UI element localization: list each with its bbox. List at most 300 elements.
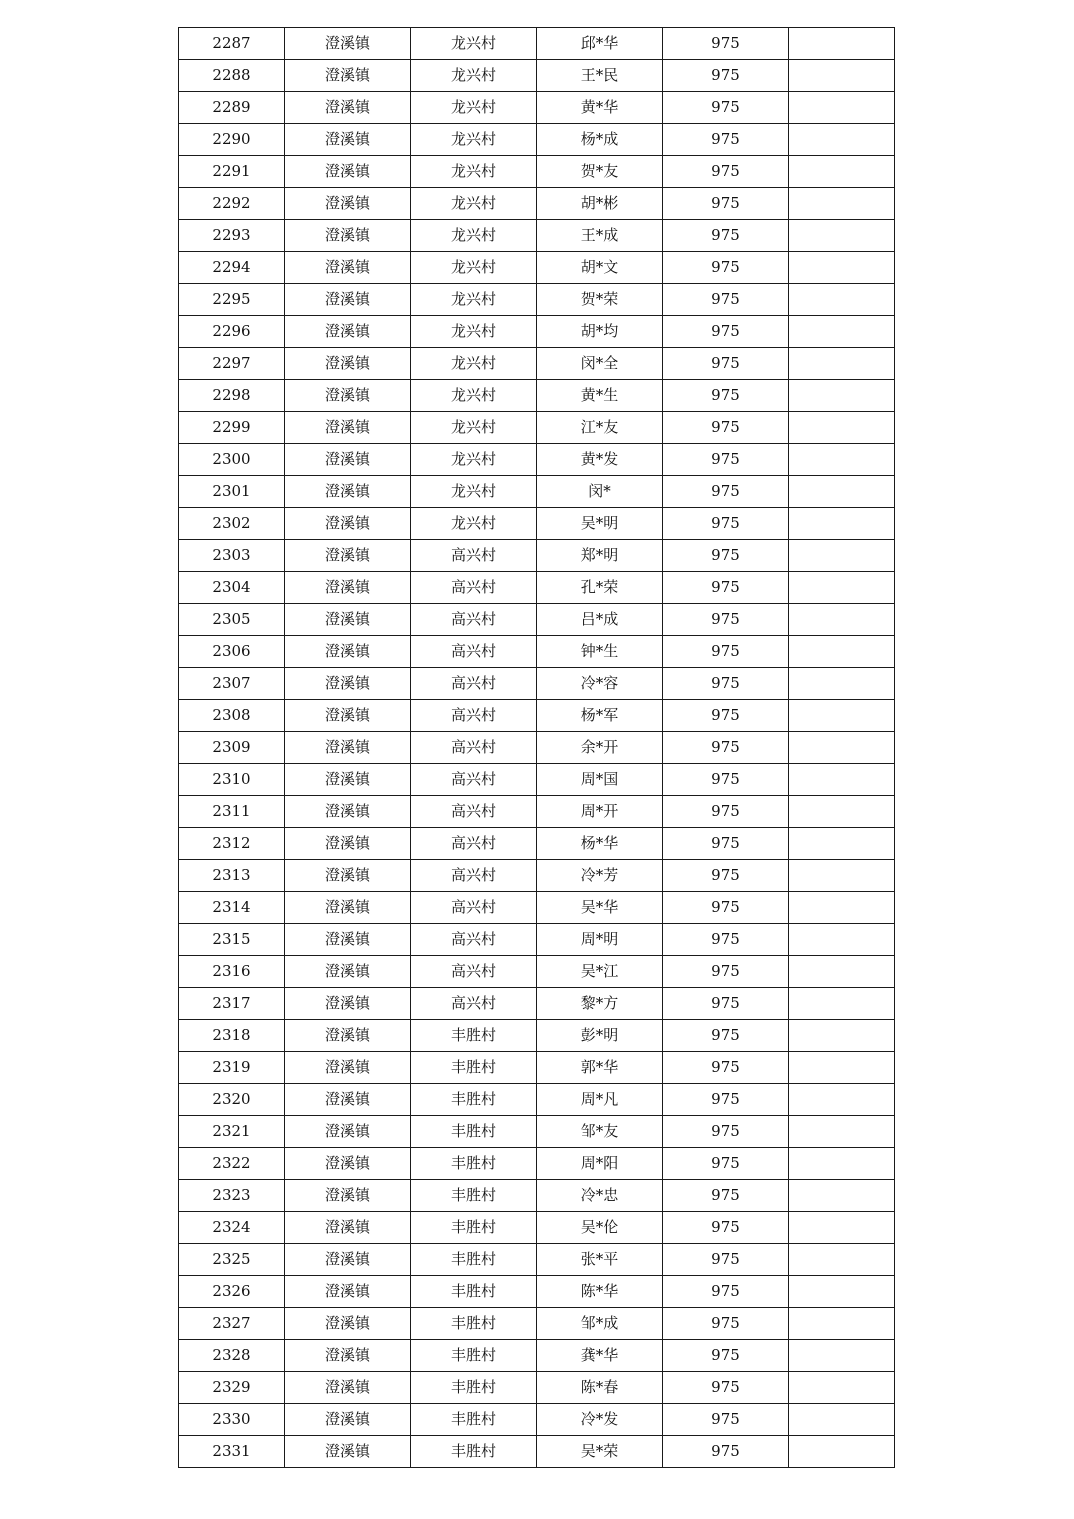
- roster-table-body: [179, 28, 895, 1468]
- village-cell: 龙兴村: [411, 124, 537, 156]
- serial-number-cell: 2313: [179, 860, 285, 892]
- town-cell: 澄溪镇: [285, 892, 411, 924]
- village-cell: 高兴村: [411, 540, 537, 572]
- amount-cell: 975: [663, 1308, 789, 1340]
- town-cell: 澄溪镇: [285, 1020, 411, 1052]
- name-cell: 闵*: [537, 476, 663, 508]
- serial-number-cell: 2303: [179, 540, 285, 572]
- village-cell: 高兴村: [411, 572, 537, 604]
- table-row: [179, 1212, 895, 1244]
- table-row: [179, 892, 895, 924]
- town-cell: 澄溪镇: [285, 732, 411, 764]
- amount-cell: 975: [663, 444, 789, 476]
- remark-cell: [789, 28, 895, 60]
- serial-number-cell: 2330: [179, 1404, 285, 1436]
- serial-number-cell: 2290: [179, 124, 285, 156]
- name-cell: 杨*华: [537, 828, 663, 860]
- table-row: [179, 1020, 895, 1052]
- village-cell: 高兴村: [411, 700, 537, 732]
- town-cell: 澄溪镇: [285, 1212, 411, 1244]
- amount-cell: 975: [663, 828, 789, 860]
- amount-cell: 975: [663, 316, 789, 348]
- amount-cell: 975: [663, 1180, 789, 1212]
- village-cell: 龙兴村: [411, 188, 537, 220]
- table-row: [179, 380, 895, 412]
- town-cell: 澄溪镇: [285, 1340, 411, 1372]
- village-cell: 高兴村: [411, 732, 537, 764]
- name-cell: 周*阳: [537, 1148, 663, 1180]
- name-cell: 黄*生: [537, 380, 663, 412]
- amount-cell: 975: [663, 1340, 789, 1372]
- amount-cell: 975: [663, 156, 789, 188]
- amount-cell: 975: [663, 348, 789, 380]
- table-row: [179, 316, 895, 348]
- remark-cell: [789, 508, 895, 540]
- village-cell: 龙兴村: [411, 444, 537, 476]
- name-cell: 周*国: [537, 764, 663, 796]
- serial-number-cell: 2306: [179, 636, 285, 668]
- table-row: [179, 156, 895, 188]
- village-cell: 龙兴村: [411, 508, 537, 540]
- remark-cell: [789, 1436, 895, 1468]
- remark-cell: [789, 252, 895, 284]
- name-cell: 吴*荣: [537, 1436, 663, 1468]
- table-row: [179, 220, 895, 252]
- table-row: [179, 60, 895, 92]
- serial-number-cell: 2325: [179, 1244, 285, 1276]
- remark-cell: [789, 860, 895, 892]
- name-cell: 江*友: [537, 412, 663, 444]
- village-cell: 丰胜村: [411, 1212, 537, 1244]
- remark-cell: [789, 732, 895, 764]
- remark-cell: [789, 220, 895, 252]
- amount-cell: 975: [663, 412, 789, 444]
- serial-number-cell: 2287: [179, 28, 285, 60]
- serial-number-cell: 2320: [179, 1084, 285, 1116]
- serial-number-cell: 2301: [179, 476, 285, 508]
- town-cell: 澄溪镇: [285, 124, 411, 156]
- table-row: [179, 444, 895, 476]
- remark-cell: [789, 188, 895, 220]
- name-cell: 杨*军: [537, 700, 663, 732]
- town-cell: 澄溪镇: [285, 796, 411, 828]
- amount-cell: 975: [663, 540, 789, 572]
- serial-number-cell: 2324: [179, 1212, 285, 1244]
- name-cell: 周*开: [537, 796, 663, 828]
- serial-number-cell: 2326: [179, 1276, 285, 1308]
- name-cell: 冷*容: [537, 668, 663, 700]
- serial-number-cell: 2323: [179, 1180, 285, 1212]
- amount-cell: 975: [663, 1244, 789, 1276]
- remark-cell: [789, 700, 895, 732]
- village-cell: 龙兴村: [411, 220, 537, 252]
- town-cell: 澄溪镇: [285, 412, 411, 444]
- remark-cell: [789, 444, 895, 476]
- town-cell: 澄溪镇: [285, 380, 411, 412]
- name-cell: 闵*全: [537, 348, 663, 380]
- village-cell: 龙兴村: [411, 28, 537, 60]
- name-cell: 彭*明: [537, 1020, 663, 1052]
- town-cell: 澄溪镇: [285, 700, 411, 732]
- remark-cell: [789, 1372, 895, 1404]
- town-cell: 澄溪镇: [285, 188, 411, 220]
- remark-cell: [789, 1116, 895, 1148]
- table-row: [179, 1148, 895, 1180]
- amount-cell: 975: [663, 284, 789, 316]
- remark-cell: [789, 924, 895, 956]
- town-cell: 澄溪镇: [285, 604, 411, 636]
- town-cell: 澄溪镇: [285, 1180, 411, 1212]
- serial-number-cell: 2331: [179, 1436, 285, 1468]
- serial-number-cell: 2312: [179, 828, 285, 860]
- village-cell: 高兴村: [411, 924, 537, 956]
- name-cell: 孔*荣: [537, 572, 663, 604]
- name-cell: 周*凡: [537, 1084, 663, 1116]
- table-row: [179, 1308, 895, 1340]
- town-cell: 澄溪镇: [285, 860, 411, 892]
- remark-cell: [789, 1180, 895, 1212]
- remark-cell: [789, 892, 895, 924]
- remark-cell: [789, 572, 895, 604]
- remark-cell: [789, 1212, 895, 1244]
- serial-number-cell: 2322: [179, 1148, 285, 1180]
- table-row: [179, 92, 895, 124]
- serial-number-cell: 2305: [179, 604, 285, 636]
- village-cell: 高兴村: [411, 860, 537, 892]
- village-cell: 丰胜村: [411, 1020, 537, 1052]
- serial-number-cell: 2315: [179, 924, 285, 956]
- remark-cell: [789, 1308, 895, 1340]
- town-cell: 澄溪镇: [285, 956, 411, 988]
- remark-cell: [789, 1052, 895, 1084]
- name-cell: 冷*芳: [537, 860, 663, 892]
- village-cell: 高兴村: [411, 828, 537, 860]
- table-row: [179, 828, 895, 860]
- name-cell: 黄*华: [537, 92, 663, 124]
- serial-number-cell: 2300: [179, 444, 285, 476]
- remark-cell: [789, 668, 895, 700]
- remark-cell: [789, 316, 895, 348]
- serial-number-cell: 2289: [179, 92, 285, 124]
- name-cell: 吴*伦: [537, 1212, 663, 1244]
- amount-cell: 975: [663, 764, 789, 796]
- name-cell: 王*成: [537, 220, 663, 252]
- table-row: [179, 188, 895, 220]
- name-cell: 邱*华: [537, 28, 663, 60]
- table-row: [179, 604, 895, 636]
- name-cell: 张*平: [537, 1244, 663, 1276]
- village-cell: 丰胜村: [411, 1308, 537, 1340]
- name-cell: 胡*均: [537, 316, 663, 348]
- name-cell: 黄*发: [537, 444, 663, 476]
- name-cell: 杨*成: [537, 124, 663, 156]
- remark-cell: [789, 604, 895, 636]
- town-cell: 澄溪镇: [285, 348, 411, 380]
- town-cell: 澄溪镇: [285, 1116, 411, 1148]
- table-row: [179, 988, 895, 1020]
- amount-cell: 975: [663, 220, 789, 252]
- serial-number-cell: 2328: [179, 1340, 285, 1372]
- town-cell: 澄溪镇: [285, 476, 411, 508]
- remark-cell: [789, 1340, 895, 1372]
- village-cell: 丰胜村: [411, 1404, 537, 1436]
- amount-cell: 975: [663, 1148, 789, 1180]
- remark-cell: [789, 956, 895, 988]
- serial-number-cell: 2308: [179, 700, 285, 732]
- amount-cell: 975: [663, 380, 789, 412]
- name-cell: 周*明: [537, 924, 663, 956]
- village-cell: 丰胜村: [411, 1372, 537, 1404]
- village-cell: 高兴村: [411, 604, 537, 636]
- serial-number-cell: 2296: [179, 316, 285, 348]
- serial-number-cell: 2329: [179, 1372, 285, 1404]
- village-cell: 龙兴村: [411, 156, 537, 188]
- table-row: [179, 252, 895, 284]
- amount-cell: 975: [663, 700, 789, 732]
- village-cell: 龙兴村: [411, 380, 537, 412]
- name-cell: 邹*成: [537, 1308, 663, 1340]
- remark-cell: [789, 1404, 895, 1436]
- table-row: [179, 1340, 895, 1372]
- village-cell: 高兴村: [411, 892, 537, 924]
- table-row: [179, 636, 895, 668]
- remark-cell: [789, 284, 895, 316]
- table-row: [179, 508, 895, 540]
- remark-cell: [789, 1020, 895, 1052]
- town-cell: 澄溪镇: [285, 252, 411, 284]
- town-cell: 澄溪镇: [285, 1052, 411, 1084]
- serial-number-cell: 2314: [179, 892, 285, 924]
- town-cell: 澄溪镇: [285, 572, 411, 604]
- amount-cell: 975: [663, 476, 789, 508]
- village-cell: 丰胜村: [411, 1180, 537, 1212]
- town-cell: 澄溪镇: [285, 92, 411, 124]
- town-cell: 澄溪镇: [285, 284, 411, 316]
- name-cell: 冷*忠: [537, 1180, 663, 1212]
- table-row: [179, 412, 895, 444]
- name-cell: 吴*明: [537, 508, 663, 540]
- remark-cell: [789, 796, 895, 828]
- village-cell: 龙兴村: [411, 284, 537, 316]
- table-row: [179, 700, 895, 732]
- remark-cell: [789, 1148, 895, 1180]
- town-cell: 澄溪镇: [285, 28, 411, 60]
- table-row: [179, 1436, 895, 1468]
- serial-number-cell: 2310: [179, 764, 285, 796]
- remark-cell: [789, 380, 895, 412]
- town-cell: 澄溪镇: [285, 444, 411, 476]
- amount-cell: 975: [663, 572, 789, 604]
- name-cell: 吕*成: [537, 604, 663, 636]
- town-cell: 澄溪镇: [285, 1436, 411, 1468]
- remark-cell: [789, 60, 895, 92]
- amount-cell: 975: [663, 988, 789, 1020]
- remark-cell: [789, 764, 895, 796]
- remark-cell: [789, 636, 895, 668]
- village-cell: 丰胜村: [411, 1276, 537, 1308]
- amount-cell: 975: [663, 124, 789, 156]
- town-cell: 澄溪镇: [285, 924, 411, 956]
- town-cell: 澄溪镇: [285, 1404, 411, 1436]
- remark-cell: [789, 540, 895, 572]
- name-cell: 胡*文: [537, 252, 663, 284]
- serial-number-cell: 2295: [179, 284, 285, 316]
- remark-cell: [789, 476, 895, 508]
- serial-number-cell: 2298: [179, 380, 285, 412]
- remark-cell: [789, 412, 895, 444]
- town-cell: 澄溪镇: [285, 1244, 411, 1276]
- remark-cell: [789, 156, 895, 188]
- amount-cell: 975: [663, 1276, 789, 1308]
- remark-cell: [789, 124, 895, 156]
- town-cell: 澄溪镇: [285, 1276, 411, 1308]
- amount-cell: 975: [663, 92, 789, 124]
- amount-cell: 975: [663, 1116, 789, 1148]
- amount-cell: 975: [663, 604, 789, 636]
- village-cell: 丰胜村: [411, 1052, 537, 1084]
- village-cell: 高兴村: [411, 956, 537, 988]
- village-cell: 龙兴村: [411, 476, 537, 508]
- village-cell: 丰胜村: [411, 1148, 537, 1180]
- village-cell: 丰胜村: [411, 1084, 537, 1116]
- serial-number-cell: 2302: [179, 508, 285, 540]
- table-row: [179, 956, 895, 988]
- table-row: [179, 1084, 895, 1116]
- table-row: [179, 924, 895, 956]
- serial-number-cell: 2297: [179, 348, 285, 380]
- table-row: [179, 1244, 895, 1276]
- name-cell: 胡*彬: [537, 188, 663, 220]
- serial-number-cell: 2294: [179, 252, 285, 284]
- amount-cell: 975: [663, 796, 789, 828]
- name-cell: 龚*华: [537, 1340, 663, 1372]
- name-cell: 黎*方: [537, 988, 663, 1020]
- amount-cell: 975: [663, 188, 789, 220]
- name-cell: 吴*江: [537, 956, 663, 988]
- village-cell: 丰胜村: [411, 1116, 537, 1148]
- table-row: [179, 764, 895, 796]
- name-cell: 贺*友: [537, 156, 663, 188]
- village-cell: 龙兴村: [411, 60, 537, 92]
- serial-number-cell: 2317: [179, 988, 285, 1020]
- remark-cell: [789, 348, 895, 380]
- village-cell: 龙兴村: [411, 316, 537, 348]
- town-cell: 澄溪镇: [285, 1084, 411, 1116]
- town-cell: 澄溪镇: [285, 220, 411, 252]
- serial-number-cell: 2293: [179, 220, 285, 252]
- town-cell: 澄溪镇: [285, 1372, 411, 1404]
- village-cell: 龙兴村: [411, 252, 537, 284]
- town-cell: 澄溪镇: [285, 316, 411, 348]
- serial-number-cell: 2319: [179, 1052, 285, 1084]
- town-cell: 澄溪镇: [285, 1308, 411, 1340]
- name-cell: 贺*荣: [537, 284, 663, 316]
- name-cell: 郭*华: [537, 1052, 663, 1084]
- remark-cell: [789, 1244, 895, 1276]
- serial-number-cell: 2321: [179, 1116, 285, 1148]
- amount-cell: 975: [663, 956, 789, 988]
- village-cell: 龙兴村: [411, 348, 537, 380]
- town-cell: 澄溪镇: [285, 508, 411, 540]
- remark-cell: [789, 988, 895, 1020]
- town-cell: 澄溪镇: [285, 636, 411, 668]
- table-row: [179, 476, 895, 508]
- serial-number-cell: 2307: [179, 668, 285, 700]
- table-row: [179, 284, 895, 316]
- name-cell: 郑*明: [537, 540, 663, 572]
- serial-number-cell: 2288: [179, 60, 285, 92]
- amount-cell: 975: [663, 860, 789, 892]
- name-cell: 冷*发: [537, 1404, 663, 1436]
- table-row: [179, 1276, 895, 1308]
- amount-cell: 975: [663, 732, 789, 764]
- town-cell: 澄溪镇: [285, 828, 411, 860]
- amount-cell: 975: [663, 508, 789, 540]
- roster-table: [178, 27, 895, 1468]
- table-row: [179, 28, 895, 60]
- amount-cell: 975: [663, 924, 789, 956]
- village-cell: 高兴村: [411, 668, 537, 700]
- table-row: [179, 796, 895, 828]
- roster-table-container: [178, 27, 895, 1468]
- town-cell: 澄溪镇: [285, 1148, 411, 1180]
- amount-cell: 975: [663, 1404, 789, 1436]
- table-row: [179, 572, 895, 604]
- amount-cell: 975: [663, 892, 789, 924]
- village-cell: 丰胜村: [411, 1340, 537, 1372]
- name-cell: 钟*生: [537, 636, 663, 668]
- table-row: [179, 1404, 895, 1436]
- table-row: [179, 348, 895, 380]
- amount-cell: 975: [663, 668, 789, 700]
- town-cell: 澄溪镇: [285, 988, 411, 1020]
- serial-number-cell: 2311: [179, 796, 285, 828]
- table-row: [179, 732, 895, 764]
- amount-cell: 975: [663, 28, 789, 60]
- amount-cell: 975: [663, 1212, 789, 1244]
- name-cell: 陈*春: [537, 1372, 663, 1404]
- remark-cell: [789, 92, 895, 124]
- village-cell: 丰胜村: [411, 1436, 537, 1468]
- table-row: [179, 1180, 895, 1212]
- name-cell: 余*开: [537, 732, 663, 764]
- serial-number-cell: 2292: [179, 188, 285, 220]
- town-cell: 澄溪镇: [285, 540, 411, 572]
- town-cell: 澄溪镇: [285, 668, 411, 700]
- village-cell: 高兴村: [411, 764, 537, 796]
- name-cell: 邹*友: [537, 1116, 663, 1148]
- town-cell: 澄溪镇: [285, 764, 411, 796]
- name-cell: 陈*华: [537, 1276, 663, 1308]
- amount-cell: 975: [663, 1084, 789, 1116]
- village-cell: 丰胜村: [411, 1244, 537, 1276]
- amount-cell: 975: [663, 252, 789, 284]
- serial-number-cell: 2318: [179, 1020, 285, 1052]
- village-cell: 高兴村: [411, 796, 537, 828]
- amount-cell: 975: [663, 1052, 789, 1084]
- remark-cell: [789, 1084, 895, 1116]
- amount-cell: 975: [663, 1020, 789, 1052]
- serial-number-cell: 2299: [179, 412, 285, 444]
- town-cell: 澄溪镇: [285, 156, 411, 188]
- serial-number-cell: 2327: [179, 1308, 285, 1340]
- amount-cell: 975: [663, 1436, 789, 1468]
- amount-cell: 975: [663, 60, 789, 92]
- village-cell: 高兴村: [411, 988, 537, 1020]
- amount-cell: 975: [663, 636, 789, 668]
- table-row: [179, 1116, 895, 1148]
- name-cell: 吴*华: [537, 892, 663, 924]
